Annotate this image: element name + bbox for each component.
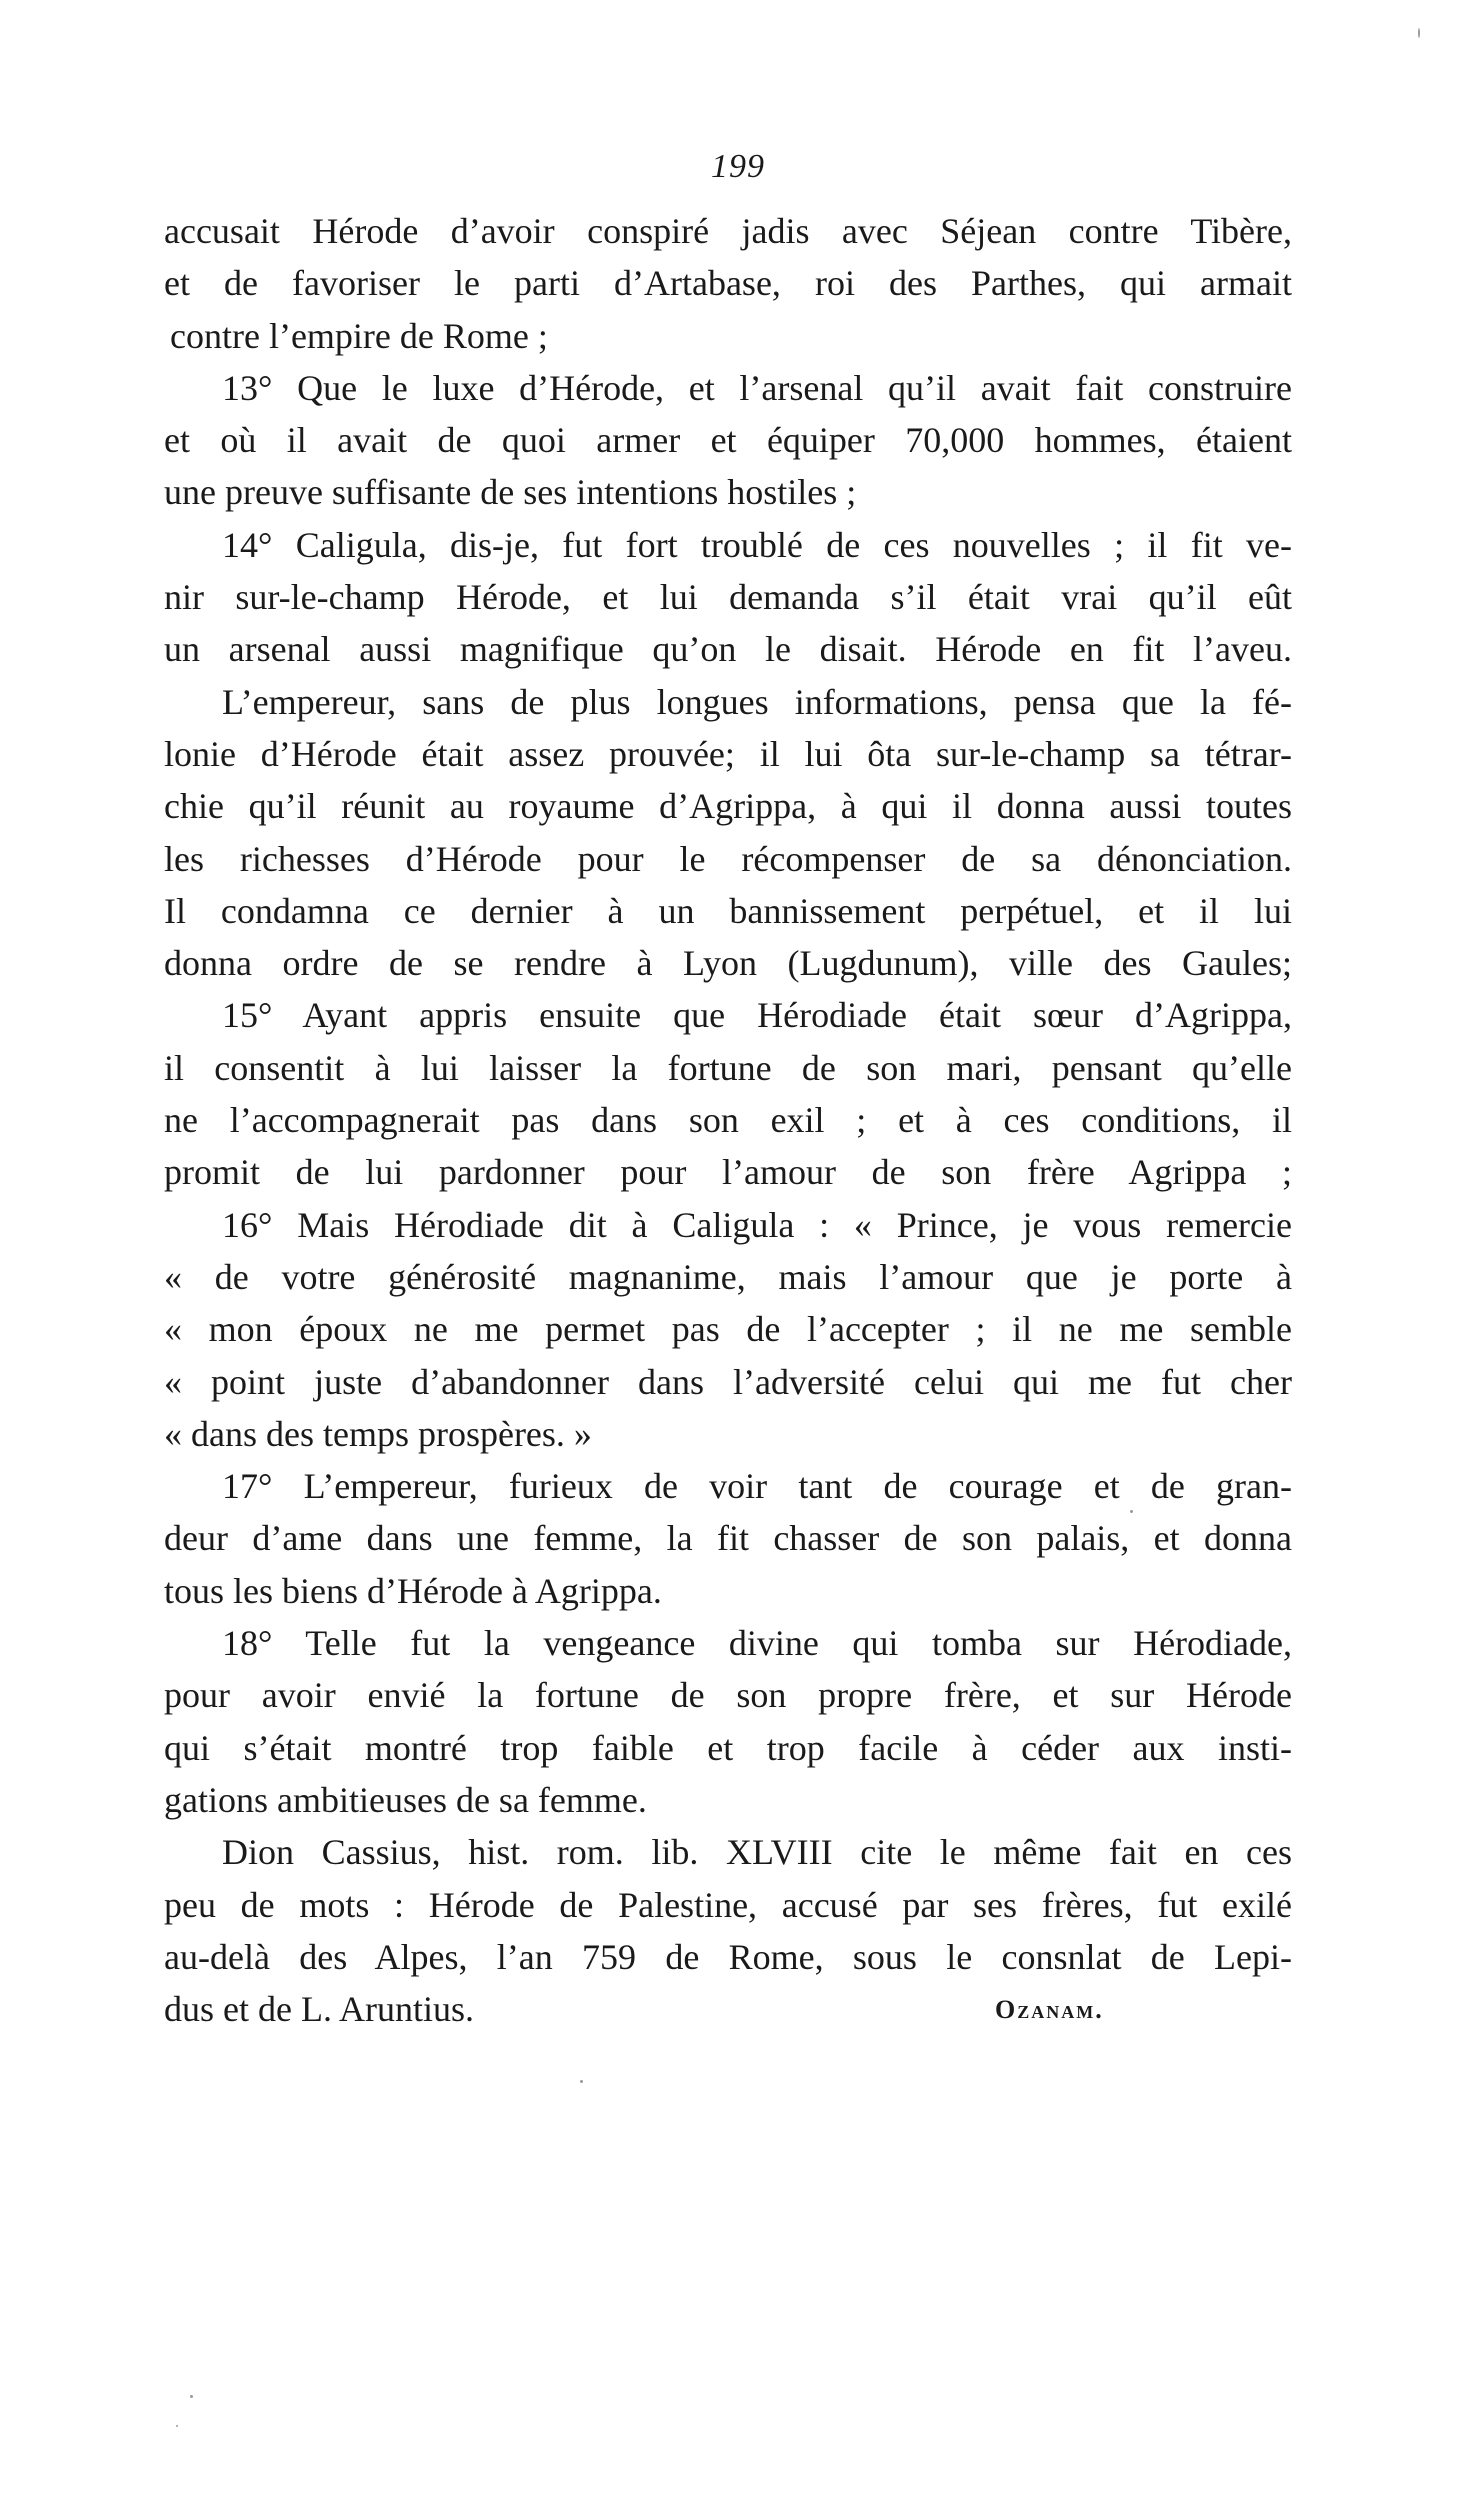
- text-line: « point juste d’abandonner dans l’adversité celui qui me fut cher: [164, 1361, 1292, 1402]
- text-line: et de favoriser le parti d’Artabase, roi des Parthes, qui armait: [164, 263, 1292, 304]
- paper-speck: [1418, 28, 1420, 38]
- text-line: accusait Hérode d’avoir conspiré jadis avec Séjean contre Tibère,: [164, 211, 1292, 251]
- text-line: une preuve suffisante de ses intentions hostiles ;: [164, 472, 857, 513]
- page-number: 199: [711, 148, 765, 185]
- text-line: 18° Telle fut la vengeance divine qui tomba sur Hérodiade,: [222, 1623, 1292, 1664]
- text-line: « de votre générosité magnanime, mais l’amour que je porte à: [164, 1256, 1292, 1297]
- text-line: gations ambitieuses de sa femme.: [164, 1779, 647, 1820]
- text-line: ne l’accompagnerait pas dans son exil ; et à ces conditions, il: [164, 1100, 1292, 1141]
- text-line: deur d’ame dans une femme, la fit chasser de son palais, et donna: [164, 1518, 1292, 1559]
- text-line: « dans des temps prospères. »: [164, 1413, 592, 1454]
- text-line: promit de lui pardonner pour l’amour de son frère Agrippa ;: [164, 1152, 1292, 1193]
- text-line: lonie d’Hérode était assez prouvée; il lui ôta sur-le-champ sa tétrar-: [164, 733, 1292, 774]
- text-line: pour avoir envié la fortune de son propre frère, et sur Hérode: [164, 1675, 1292, 1716]
- text-line: nir sur-le-champ Hérode, et lui demanda s’il était vrai qu’il eût: [164, 577, 1292, 618]
- text-line: un arsenal aussi magnifique qu’on le disait. Hérode en fit l’aveu.: [164, 629, 1292, 670]
- text-line: au-delà des Alpes, l’an 759 de Rome, sous le consnlat de Lepi-: [164, 1936, 1292, 1977]
- paper-speck: [176, 2425, 178, 2427]
- text-line: 14° Caligula, dis-je, fut fort troublé de ces nouvelles ; il fit ve-: [222, 524, 1292, 565]
- paper-speck: [1130, 1510, 1133, 1513]
- text-line: donna ordre de se rendre à Lyon (Lugdunum), ville des Gaules;: [164, 943, 1292, 984]
- text-line: chie qu’il réunit au royaume d’Agrippa, à qui il donna aussi toutes: [164, 786, 1292, 827]
- text-line: les richesses d’Hérode pour le récompenser de sa dénonciation.: [164, 838, 1292, 879]
- text-line: qui s’était montré trop faible et trop facile à céder aux insti-: [164, 1727, 1292, 1768]
- text-line: Il condamna ce dernier à un bannissement perpétuel, et il lui: [164, 890, 1292, 931]
- text-line: il consentit à lui laisser la fortune de son mari, pensant qu’elle: [164, 1047, 1292, 1088]
- text-line: 17° L’empereur, furieux de voir tant de courage et de gran-: [222, 1466, 1292, 1507]
- text-line: peu de mots : Hérode de Palestine, accusé par ses frères, fut exilé: [164, 1884, 1292, 1925]
- text-line: et où il avait de quoi armer et équiper 70,000 hommes, étaient: [164, 420, 1292, 461]
- text-line: L’empereur, sans de plus longues informations, pensa que la fé-: [222, 681, 1292, 722]
- author-signature: Ozanam.: [995, 1995, 1104, 2024]
- body-text: [164, 205, 1292, 2035]
- text-line: 16° Mais Hérodiade dit à Caligula : « Prince, je vous remercie: [222, 1204, 1292, 1245]
- paper-speck: [190, 2395, 193, 2398]
- paper-speck: [580, 2080, 583, 2083]
- text-line: 15° Ayant appris ensuite que Hérodiade était sœur d’Agrippa,: [222, 995, 1292, 1036]
- text-line: tous les biens d’Hérode à Agrippa.: [164, 1570, 662, 1611]
- text-line: Dion Cassius, hist. rom. lib. XLVIII cite le même fait en ces: [222, 1832, 1292, 1873]
- text-line: dus et de L. Aruntius.: [164, 1989, 474, 2030]
- text-line: 13° Que le luxe d’Hérode, et l’arsenal qu’il avait fait construire: [222, 367, 1292, 408]
- text-line: contre l’empire de Rome ;: [170, 315, 548, 356]
- text-line: « mon époux ne me permet pas de l’accepter ; il ne me semble: [164, 1309, 1292, 1350]
